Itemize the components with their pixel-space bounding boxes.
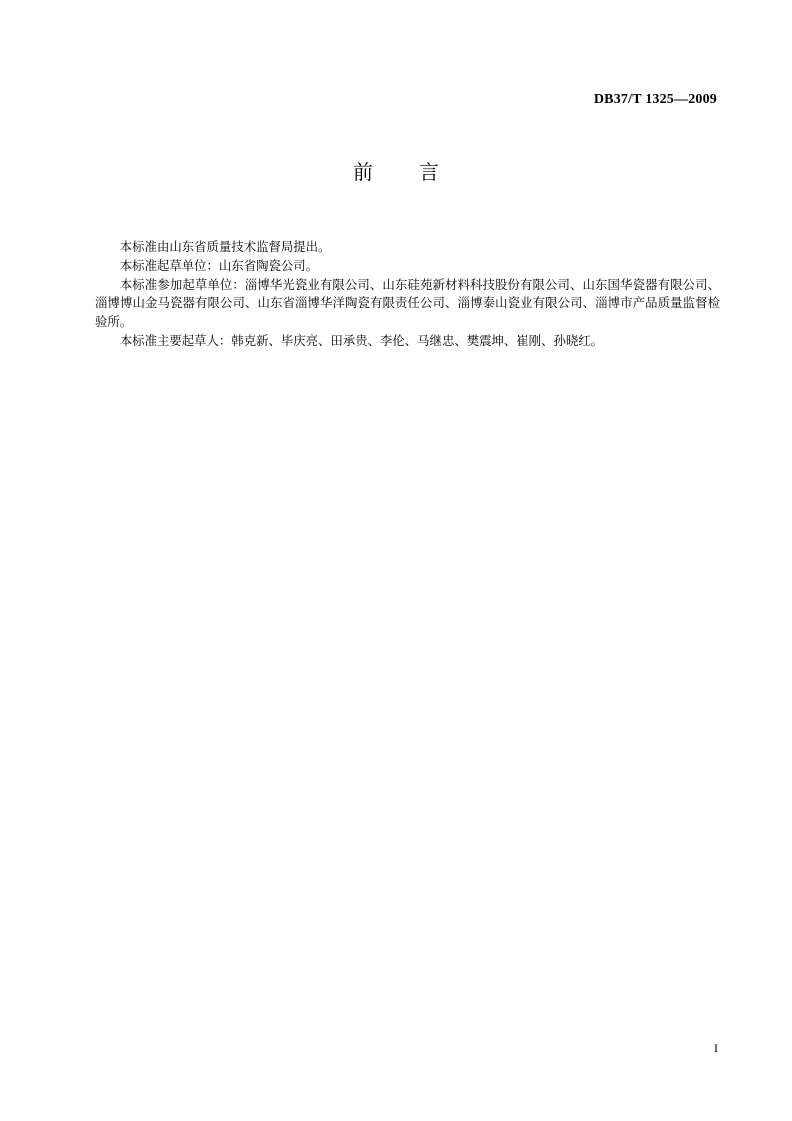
page-title-char-1: 前 — [353, 160, 373, 184]
paragraph-proposer: 本标准由山东省质量技术监督局提出。 — [119, 239, 331, 254]
paragraph-drafting-unit: 本标准起草单位：山东省陶瓷公司。 — [119, 257, 319, 273]
standard-number: DB37/T 1325—2009 — [593, 92, 717, 107]
page-title — [0, 156, 792, 185]
page-number: I — [714, 1041, 718, 1055]
paragraph-participating-units: 本标准参加起草单位：淄博华光瓷业有限公司、山东硅苑新材料科技股份有限公司、山东国华瓷器有限公司、淄博博山金马瓷器有限公司、山东省淄博华洋陶瓷有限责任公司、淄博泰山瓷业有限公司、淄博市产品质量监督检验所。 — [95, 276, 720, 330]
page-title-char-2: 言 — [419, 160, 439, 184]
paragraph-main-drafters: 本标准主要起草人：韩克新、毕庆亮、田承贵、李伦、马继忠、樊震坤、崔刚、孙晓红。 — [119, 332, 604, 348]
foreword-body — [95, 238, 720, 351]
